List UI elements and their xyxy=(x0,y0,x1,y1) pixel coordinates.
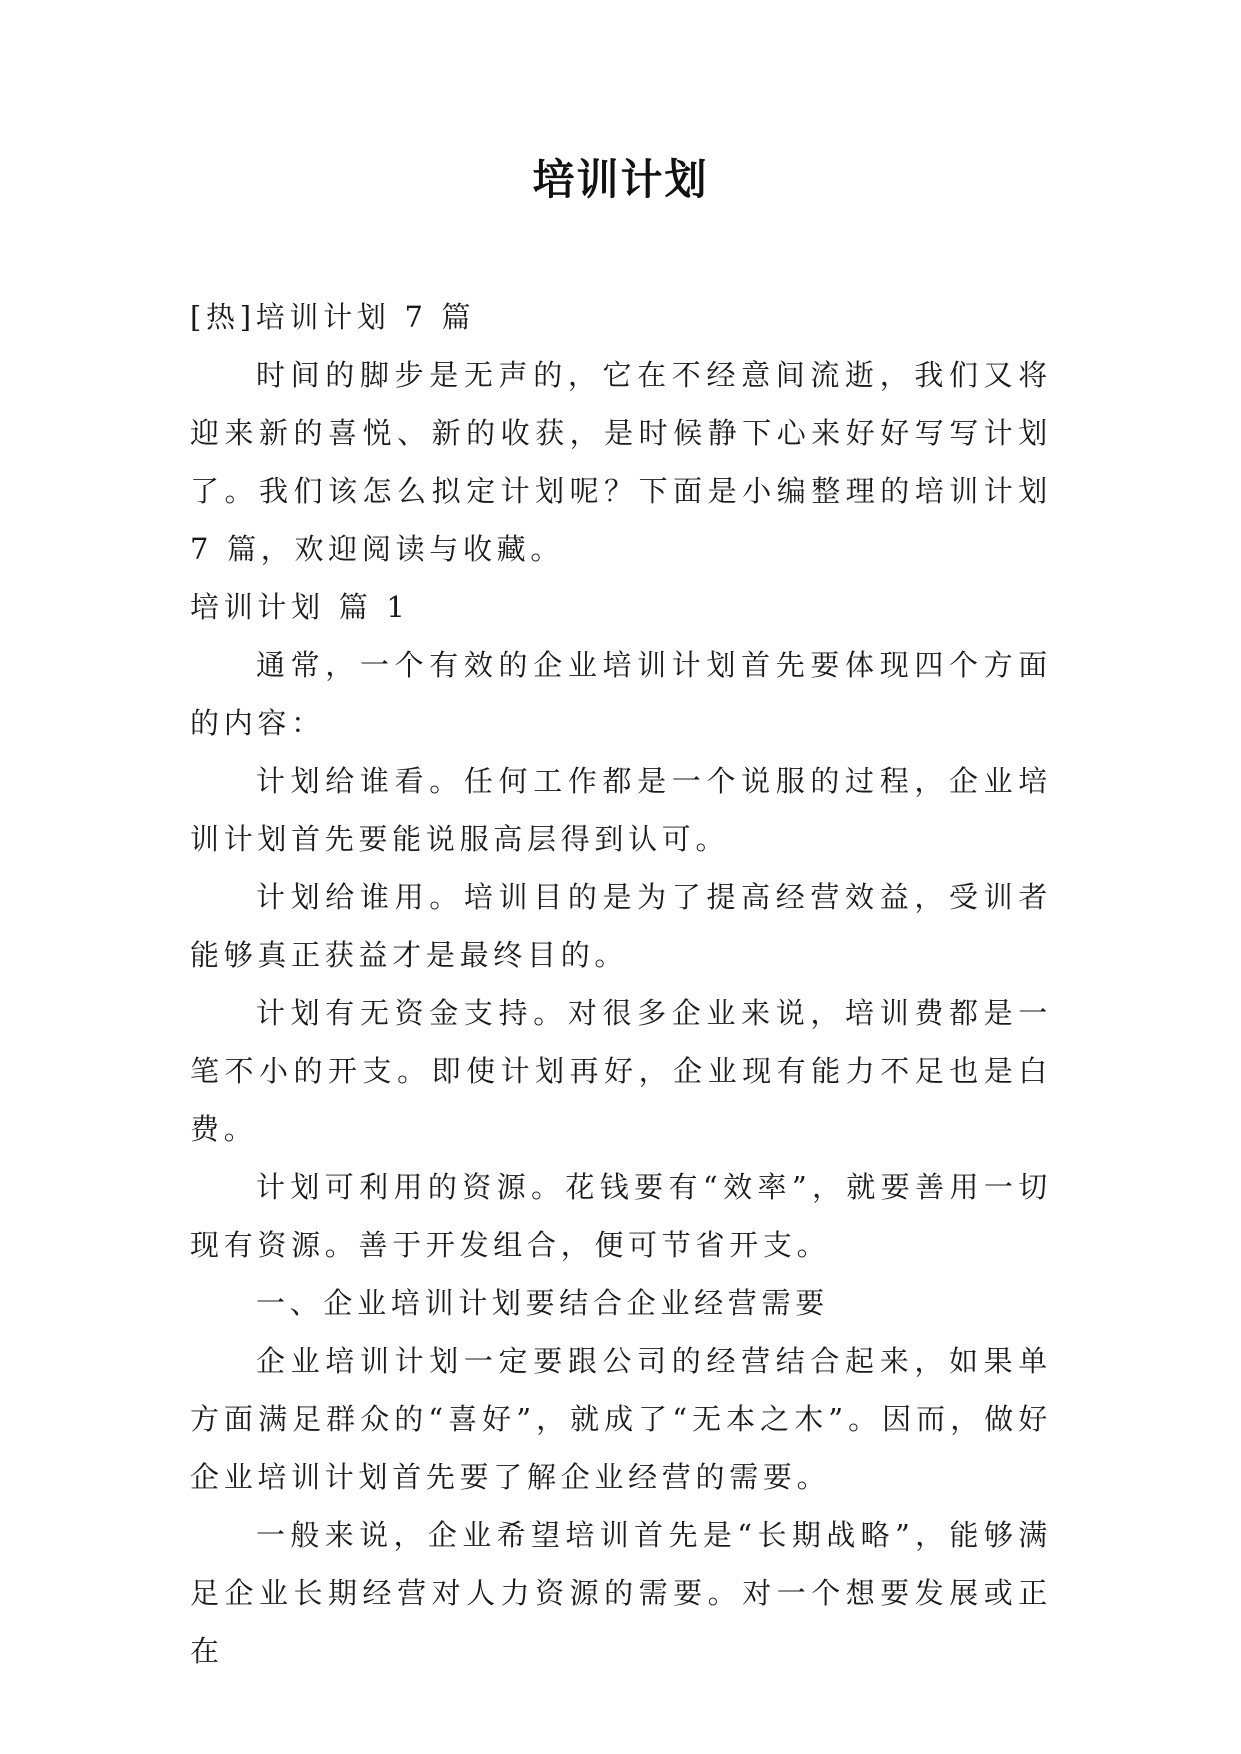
document-subtitle: [热]培训计划 7 篇 xyxy=(190,300,476,334)
paragraph: 通常，一个有效的企业培训计划首先要体现四个方面的内容： xyxy=(190,648,1052,740)
subheading: 一、企业培训计划要结合企业经营需要 xyxy=(256,1286,829,1320)
paragraph: 计划给谁看。任何工作都是一个说服的过程，企业培训计划首先要能说服高层得到认可。 xyxy=(190,764,1052,856)
paragraph: 计划可利用的资源。花钱要有“效率”，就要善用一切现有资源。善于开发组合，便可节省开支。 xyxy=(190,1170,1052,1262)
section-heading-1: 培训计划 篇 1 xyxy=(190,590,410,624)
paragraph: 一般来说，企业希望培训首先是“长期战略”，能够满足企业长期经营对人力资源的需要。对一个想要发展或正在 xyxy=(190,1518,1052,1668)
document-body xyxy=(190,288,1052,1680)
paragraph: 计划有无资金支持。对很多企业来说，培训费都是一笔不小的开支。即使计划再好，企业现有能力不足也是白费。 xyxy=(190,996,1052,1146)
document-title: 培训计划 xyxy=(532,155,709,204)
intro-paragraph: 时间的脚步是无声的，它在不经意间流逝，我们又将迎来新的喜悦、新的收获，是时候静下心来好好写写计划了。我们该怎么拟定计划呢？下面是小编整理的培训计划 7 篇，欢迎阅读与收藏。 xyxy=(190,358,1052,566)
paragraph: 企业培训计划一定要跟公司的经营结合起来，如果单方面满足群众的“喜好”，就成了“无本之木”。因而，做好企业培训计划首先要了解企业经营的需要。 xyxy=(190,1344,1052,1494)
paragraph: 计划给谁用。培训目的是为了提高经营效益，受训者能够真正获益才是最终目的。 xyxy=(190,880,1052,972)
